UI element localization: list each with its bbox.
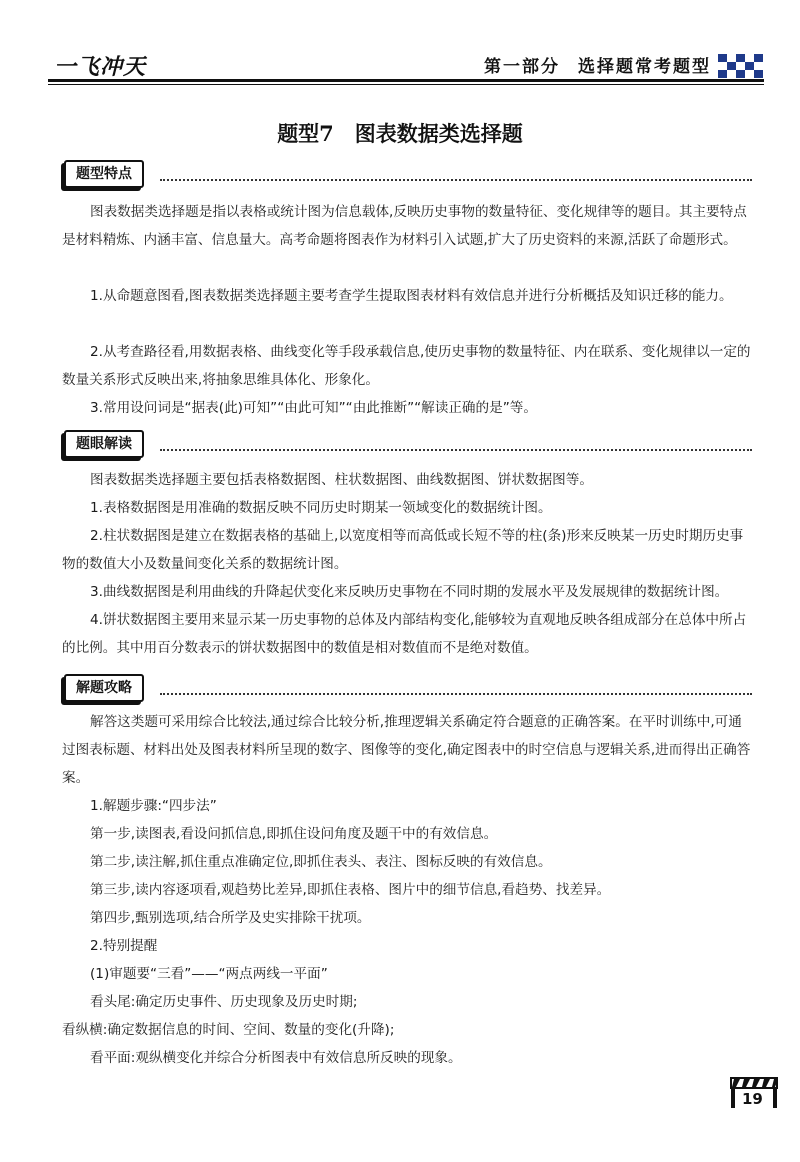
tip-subtitle: (1)审题要“三看”——“两点两线一平面” [90,966,328,982]
step-2: 第二步,读注解,抓住重点准确定位,即抓住表头、表注、图标反映的有效信息。 [90,854,552,870]
dotted-divider [160,449,752,451]
page-title: 题型7 图表数据类选择题 [277,121,523,146]
part-label: 第一部分 [484,57,560,77]
section-heading-strategy [60,674,752,702]
header-rule [48,79,764,82]
dotted-divider [160,179,752,181]
section-heading-label: 题型特点 [64,160,144,188]
reading-point-4: 4.饼状数据图主要用来显示某一历史事物的总体及内部结构变化,能够较为直观地反映各组成部分在总体中所占的比例。其中用百分数表示的饼状数据图中的数值是相对数值而不是绝对数值。 [62,612,747,656]
page-number: 19 [742,1090,763,1108]
section-name: 选择题常考题型 [578,57,711,77]
page-header [48,44,764,84]
reading-point-3: 3.曲线数据图是利用曲线的升降起伏变化来反映历史事物在不同时期的发展水平及发展规律的数据统计图。 [90,584,729,600]
look-head-tail: 看头尾:确定历史事件、历史现象及历史时期; [90,994,358,1010]
section-label [484,52,711,77]
reading-point-2: 2.柱状数据图是建立在数据表格的基础上,以宽度相等而高低或长短不等的柱(条)形来反映某一历史时期历史事物的数值大小及数量间变化关系的数据统计图。 [62,528,744,572]
section-heading-label: 解题攻略 [64,674,144,702]
brand-logo: 一飞冲天 [54,54,147,80]
section-heading-features [60,160,752,188]
tip-title: 2.特别提醒 [90,938,158,954]
reading-intro: 图表数据类选择题主要包括表格数据图、柱状数据图、曲线数据图、饼状数据图等。 [90,472,593,488]
features-point-1: 1.从命题意图看,图表数据类选择题主要考查学生提取图表材料有效信息并进行分析概括及知识迁移的能力。 [90,288,733,304]
features-point-3: 3.常用设问词是“据表(此)可知”“由此可知”“由此推断”“解读正确的是”等。 [90,400,537,416]
checker-decoration-icon [718,54,764,78]
reading-point-1: 1.表格数据图是用准确的数据反映不同历史时期某一领域变化的数据统计图。 [90,500,552,516]
section-heading-label: 题眼解读 [64,430,144,458]
dotted-divider [160,693,752,695]
strategy-intro: 解答这类题可采用综合比较法,通过综合比较分析,推理逻辑关系确定符合题意的正确答案。在平时训练中,可通过图表标题、材料出处及图表材料所呈现的数字、图像等的变化,确定图表中的时空信息与逻辑关系,进而得出正确答案。 [62,714,751,786]
step-4: 第四步,甄别选项,结合所学及史实排除干扰项。 [90,910,371,926]
look-plane: 看平面:观纵横变化并综合分析图表中有效信息所反映的现象。 [90,1050,462,1066]
step-3: 第三步,读内容逐项看,观趋势比差异,即抓住表格、图片中的细节信息,看趋势、找差异。 [90,882,611,898]
step-1: 第一步,读图表,看设问抓信息,即抓住设问角度及题干中的有效信息。 [90,826,498,842]
features-intro: 图表数据类选择题是指以表格或统计图为信息载体,反映历史事物的数量特征、变化规律等的题目。其主要特点是材料精炼、内涵丰富、信息量大。高考命题将图表作为材料引入试题,扩大了历史资料的来源,活跃了命题形式。 [62,204,747,248]
look-vertical-horizontal: 看纵横:确定数据信息的时间、空间、数量的变化(升降); [62,1022,395,1038]
header-rule-thin [48,84,764,85]
section-heading-reading [60,430,752,458]
features-point-2: 2.从考查路径看,用数据表格、曲线变化等手段承载信息,使历史事物的数量特征、内在联系、变化规律以一定的数量关系形式反映出来,将抽象思维具体化、形象化。 [62,344,751,388]
step-title: 1.解题步骤:“四步法” [90,798,217,814]
